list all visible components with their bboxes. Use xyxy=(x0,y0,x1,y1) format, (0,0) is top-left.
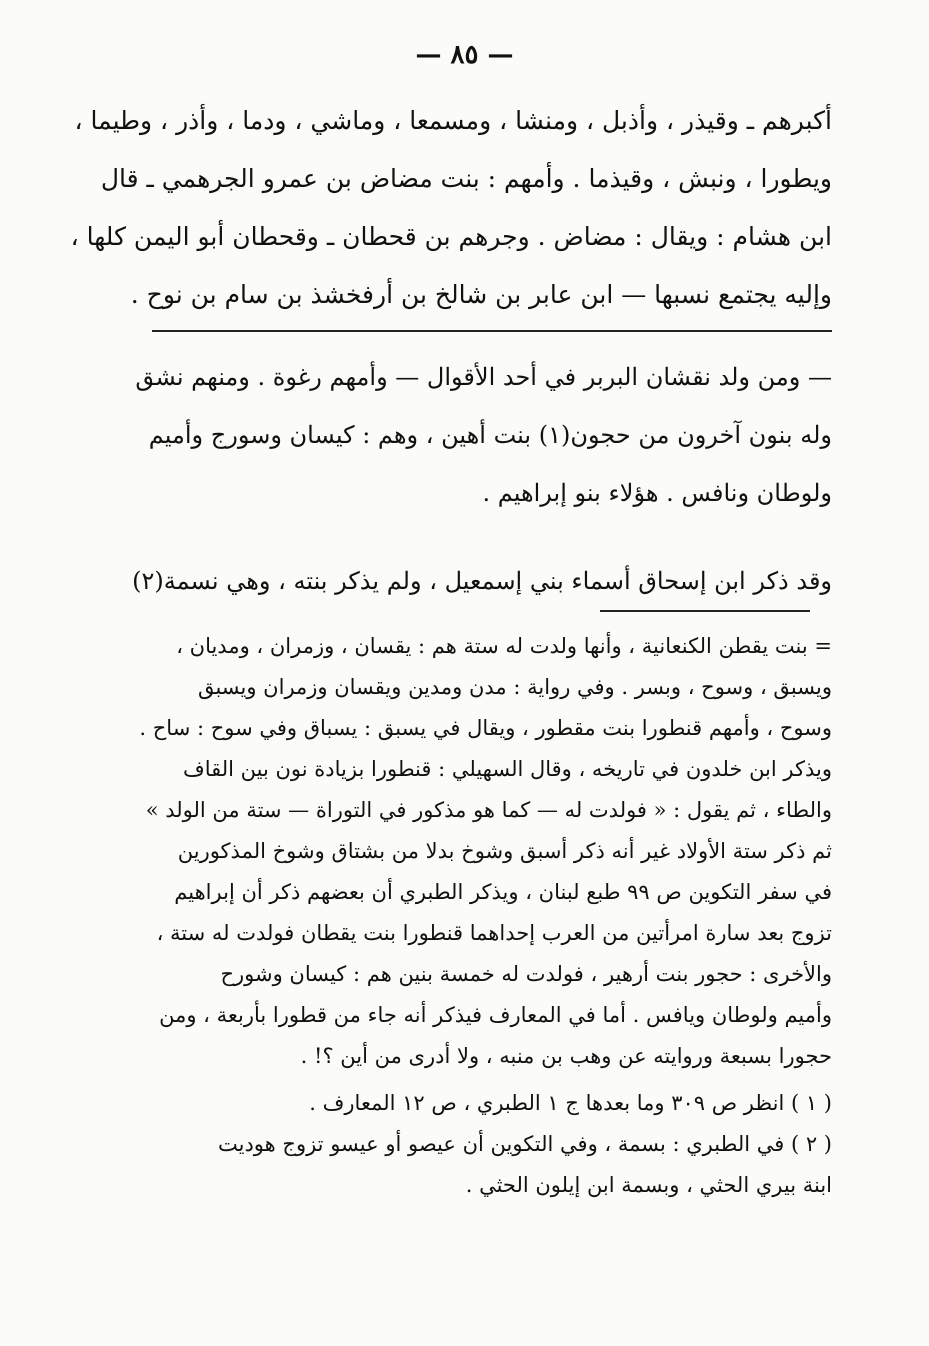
footnote-2-line: ابنة بيري الحثي ، وبسمة ابن إيلون الحثي . xyxy=(465,1173,832,1197)
footnote-line: والطاء ، ثم يقول : « فولدت له — كما هو مذكور في التوراة — ستة من الولد » xyxy=(145,798,832,822)
main-text-line: ويطورا ، ونبش ، وقيذما . وأمهم : بنت مضاض بن عمرو الجرهمي ـ قال xyxy=(100,164,832,193)
footnote-line: حجورا بسبعة وروايته عن وهب بن منبه ، ولا أدرى من أين ؟! . xyxy=(300,1044,832,1068)
paragraph-gap xyxy=(152,522,832,552)
footnote-1: ( ١ ) انظر ص ٣٠٩ وما بعدها ج ١ الطبري ، ص ١٢ المعارف . xyxy=(309,1091,832,1115)
main-text-line: ابن هشام : ويقال : مضاض . وجرهم بن قحطان ـ وقحطان أبو اليمن كلها ، xyxy=(70,222,832,251)
main-text-line: أكبرهم ـ وقيذر ، وأذبل ، ومنشا ، ومسمعا ، وماشي ، ودما ، وأذر ، وطيما ، xyxy=(74,106,832,135)
footnote-line: تزوج بعد سارة امرأتين من العرب إحداهما قنطورا بنت يقطان فولدت له ستة ، xyxy=(156,921,832,945)
footnote-line: = بنت يقطن الكنعانية ، وأنها ولدت له ستة هم : يقسان ، وزمران ، ومديان ، xyxy=(176,634,832,658)
footnote-line: ويسبق ، وسوح ، وبسر . وفي رواية : مدن ومدين ويقسان وزمران ويسبق xyxy=(197,675,832,699)
continuation-line: ولوطان ونافس . هؤلاء بنو إبراهيم . xyxy=(482,479,832,507)
continuation-line: — ومن ولد نقشان البربر في أحد الأقوال — وأمهم رغوة . ومنهم نشق xyxy=(135,363,832,391)
footnotes-block xyxy=(139,626,832,1206)
footnote-line: ثم ذكر ستة الأولاد غير أنه ذكر أسبق وشوخ بدلا من بشتاق وشوخ المذكورين xyxy=(177,839,832,863)
main-text-block xyxy=(70,92,832,324)
footnote-separator xyxy=(600,610,810,612)
continuation-line: وله بنون آخرون من حجون(١) بنت أهين ، وهم : كيسان وسورج وأميم xyxy=(148,421,832,449)
footnote-line: والأخرى : حجور بنت أرهير ، فولدت له خمسة بنين هم : كيسان وشورح xyxy=(220,962,832,986)
continuation-block xyxy=(132,348,832,610)
footnote-line: ويذكر ابن خلدون في تاريخه ، وقال السهيلي : قنطورا بزيادة نون بين القاف xyxy=(182,757,832,781)
page-number: — ٨٥ — xyxy=(415,40,514,70)
main-text-line: وإليه يجتمع نسبها — ابن عابر بن شالخ بن أرفخشذ بن سام بن نوح . xyxy=(130,280,832,309)
footnote-line: في سفر التكوين ص ٩٩ طبع لبنان ، ويذكر الطبري أن بعضهم ذكر أن إبراهيم xyxy=(174,880,832,904)
footnote-2-line: ( ٢ ) في الطبري : بسمة ، وفي التكوين أن عيصو أو عيسو تزوج هوديت xyxy=(217,1132,832,1156)
footnote-line: وأميم ولوطان ويافس . أما في المعارف فيذكر أنه جاء من قطورا بأربعة ، ومن xyxy=(159,1003,832,1027)
footnote-line: وسوح ، وأمهم قنطورا بنت مقطور ، ويقال في يسبق : يسباق وفي سوح : ساح . xyxy=(139,716,832,740)
closing-sentence: وقد ذكر ابن إسحاق أسماء بني إسمعيل ، ولم يذكر بنته ، وهي نسمة(٢) xyxy=(132,567,832,595)
main-footnote-separator xyxy=(152,330,832,332)
